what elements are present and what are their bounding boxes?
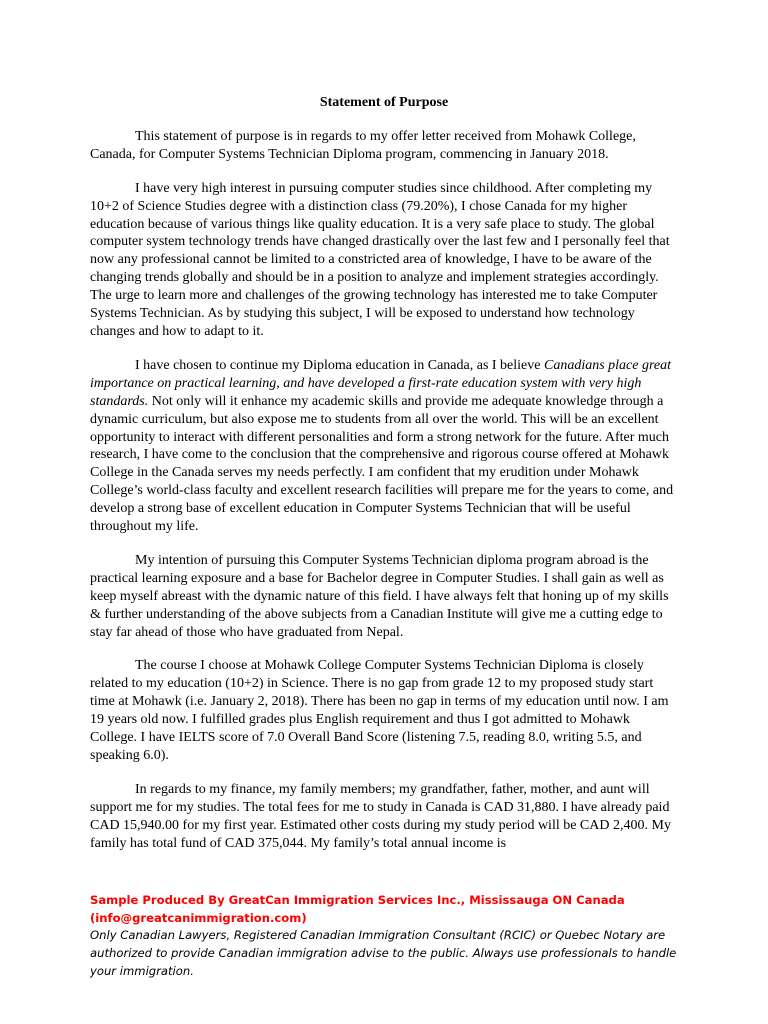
paragraph-interest: I have very high interest in pursuing computer studies since childhood. After completing my 10+2 of Science Studies degree with a distinction class (79.20%), I chose Canada for my higher education because of various things like quality education. It is a very safe place to study. The global computer system technology trends have changed drastically over the last few and I personally feel that now any professional cannot be limited to a constricted area of knowledge, I have to be aware of the changing trends globally and should be in a position to analyze and implement strategies accordingly. The urge to learn more and challenges of the growing technology has interested me to take Computer Systems Technician. As by studying this subject, I will be exposed to understand how technology changes and how to adapt to it. bbox=[90, 180, 670, 339]
footer-disclaimer: Only Canadian Lawyers, Registered Canadian Immigration Consultant (RCIC) or Quebec Notary are authorized to provide Canadian immigration advise to the public. Always use professionals to handle your immigration. bbox=[90, 928, 677, 978]
footer-credit: Sample Produced By GreatCan Immigration Services Inc., Mississauga ON Canada (info@greatcanimmigration.com) bbox=[90, 893, 625, 925]
paragraph-why-canada bbox=[90, 357, 678, 536]
paragraph-why-canada-rest: Not only will it enhance my academic skills and provide me adequate knowledge through a dynamic curriculum, but also expose me to students from all over the world. This will be an excellent opportunity to interact with different personalities and form a strong network for the future. After much research, I have come to the conclusion that the comprehensive and rigorous course offered at Mohawk College in the Canada serves my needs perfectly. I am confident that my erudition under Mohawk College’s world-class faculty and excellent research facilities will prepare me for the years to come, and develop a strong base of excellent education in Computer Systems Technician that will be useful throughout my life. bbox=[90, 393, 674, 535]
paragraph-why-canada-intro: I have chosen to continue my Diploma education in Canada, as I believe bbox=[135, 357, 544, 373]
page-title: Statement of Purpose bbox=[319, 95, 449, 110]
paragraph-intention: My intention of pursuing this Computer Systems Technician diploma program abroad is the practical learning exposure and a base for Bachelor degree in Computer Studies. I shall gain as well as keep myself abreast with the dynamic nature of this field. I have always felt that honing up of my skills & further understanding of the above subjects from a Canadian Institute will give me a cutting edge to stay far ahead of those who have graduated from Nepal. bbox=[90, 552, 669, 640]
paragraph-finance: In regards to my finance, my family members; my grandfather, father, mother, and aunt will support me for my studies. The total fees for me to study in Canada is CAD 31,880. I have already paid CAD 15,940.00 for my first year. Estimated other costs during my study period will be CAD 2,400. My family has total fund of CAD 375,044. My family’s total annual income is bbox=[90, 781, 671, 851]
paragraph-offer-letter: This statement of purpose is in regards to my offer letter received from Mohawk College, Canada, for Computer Systems Technician Diploma program, commencing in January 2018. bbox=[90, 128, 636, 162]
paragraph-course-relation: The course I choose at Mohawk College Computer Systems Technician Diploma is closely related to my education (10+2) in Science. There is no gap from grade 12 to my proposed study start time at Mohawk (i.e. January 2, 2018). There has been no gap in terms of my education until now. I am 19 years old now. I fulfilled grades plus English requirement and thus I got admitted to Mohawk College. I have IELTS score of 7.0 Overall Band Score (listening 7.5, reading 8.0, writing 5.5, and speaking 6.0). bbox=[90, 658, 669, 763]
footer-notice bbox=[90, 892, 680, 981]
document-body bbox=[90, 94, 678, 853]
paragraph-why-canada-italic: Canadians place great importance on practical learning, and have developed a first-rate education system with very high standards. bbox=[90, 357, 672, 409]
